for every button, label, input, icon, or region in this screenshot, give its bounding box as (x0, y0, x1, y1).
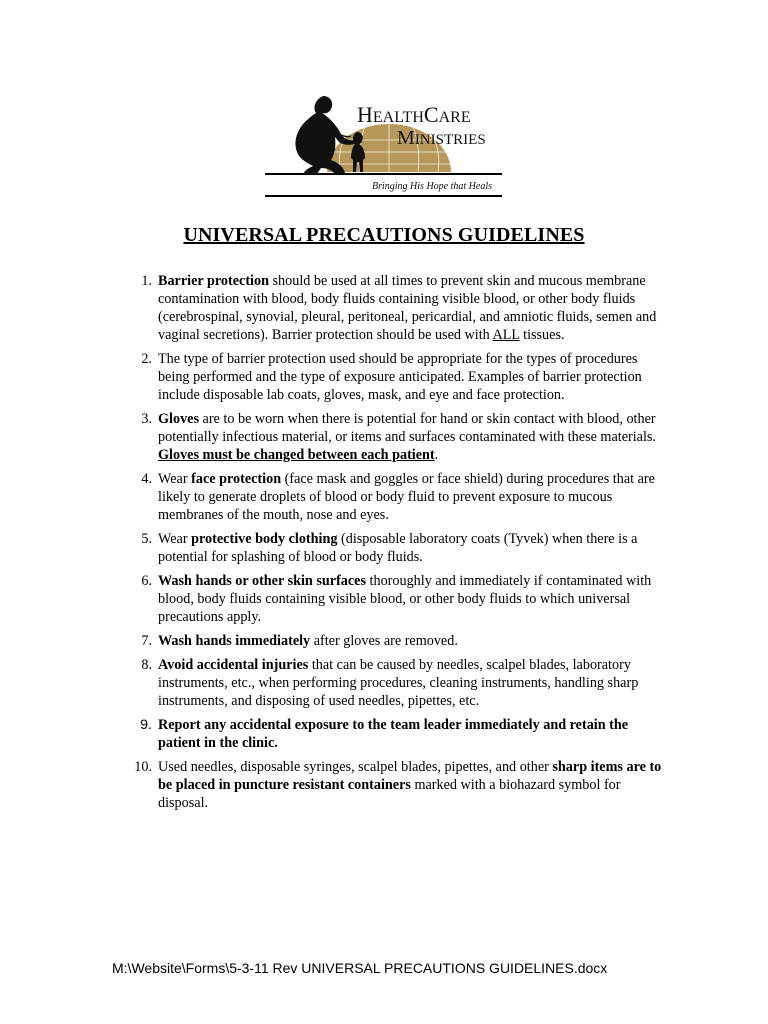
list-item-text (158, 573, 651, 625)
list-item-number: 1. (141, 273, 152, 289)
list-item (124, 656, 664, 710)
list-item-text (158, 759, 661, 811)
logo-line2: MINISTRIES (397, 127, 486, 149)
list-item-number: 10. (134, 759, 152, 775)
text-segment: . (434, 447, 439, 463)
list-item-text (158, 411, 656, 463)
document-title: UNIVERSAL PRECAUTIONS GUIDELINES (183, 224, 585, 246)
list-item (124, 758, 664, 812)
list-item-text (158, 351, 642, 403)
list-item-text (158, 273, 656, 343)
list-item-text (158, 531, 637, 565)
text-segment: Used needles, disposable syringes, scalpel blades, pipettes, and other (158, 759, 553, 775)
text-segment: ALL (492, 327, 520, 343)
text-segment: sharp items are to be placed in puncture resistant containers (158, 759, 662, 793)
list-item-text (158, 717, 628, 751)
text-segment: (face mask and goggles or face shield) during procedures that are likely to generate droplets of blood or body fluid to prevent exposure to mucous membranes of the mouth, nose and eyes. (158, 471, 655, 523)
list-item-number: 7. (141, 633, 152, 649)
list-item (124, 272, 664, 344)
list-item (124, 470, 664, 524)
text-segment: protective body clothing (191, 531, 338, 547)
text-segment: The type of barrier protection used should be appropriate for the types of procedures being performed and the type of exposure anticipated. Examples of barrier protection include disposable lab coats, gloves, mask, and eye and face protection. (158, 351, 642, 403)
text-segment: Report any accidental exposure to the team leader immediately and retain the patient in the clinic. (158, 717, 629, 751)
list-item-number: 3. (141, 411, 152, 427)
list-item (124, 530, 664, 566)
list-item-number: 5. (141, 531, 152, 547)
list-item-number: 2. (141, 351, 152, 367)
list-item (124, 350, 664, 404)
list-item-text (158, 633, 458, 649)
list-item-number: 9. (140, 717, 152, 733)
list-item-text (158, 657, 638, 709)
text-segment: Gloves (158, 411, 199, 427)
text-segment: thoroughly and immediately if contaminated with blood, body fluids containing visible blood, or other body fluids to which universal precautions apply. (158, 573, 652, 625)
text-segment: face protection (191, 471, 282, 487)
text-segment: Barrier protection (158, 273, 269, 289)
text-segment: Wear (158, 471, 192, 487)
text-segment: Wash hands immediately (158, 633, 311, 649)
text-segment: (disposable laboratory coats (Tyvek) when there is a potential for splashing of blood or body fluids. (158, 531, 638, 565)
list-item-number: 4. (141, 471, 152, 487)
text-segment: Wash hands or other skin surfaces (158, 573, 366, 589)
list-item (124, 716, 664, 752)
doctor-child-globe-logo-icon (265, 94, 502, 197)
list-item-number: 6. (141, 573, 152, 589)
text-segment: marked with a biohazard symbol for disposal. (158, 777, 621, 811)
text-segment: tissues. (519, 327, 565, 343)
list-item-number: 8. (141, 657, 152, 673)
text-segment: that can be caused by needles, scalpel blades, laboratory instruments, etc., when performing procedures, cleaning instruments, handling sharp instruments, and disposing of used needles, pipettes, etc. (158, 657, 639, 709)
text-segment: Avoid accidental injuries (158, 657, 309, 673)
text-segment: Wear (158, 531, 192, 547)
file-path-footer: M:\Website\Forms\5-3-11 Rev UNIVERSAL PRECAUTIONS GUIDELINES.docx (112, 960, 608, 976)
text-segment: Gloves must be changed between each patient (158, 447, 435, 463)
healthcare-ministries-logo (265, 94, 502, 197)
logo-line1: HEALTHCARE (357, 102, 471, 127)
text-segment: are to be worn when there is potential for hand or skin contact with blood, other potentially infectious material, or items and surfaces contaminated with these materials. (158, 411, 656, 445)
logo-tagline: Bringing His Hope that Heals (372, 181, 492, 192)
text-segment: should be used at all times to prevent skin and mucous membrane contamination with blood, body fluids containing visible blood, or other body fluids (cerebrospinal, synovial, pleural, peritoneal, pericardial, and amniotic fluids, semen and vaginal secretions). Barrier protection should be used with (158, 273, 657, 343)
list-item (124, 572, 664, 626)
text-segment: after gloves are removed. (310, 633, 458, 649)
list-item-text (158, 471, 655, 523)
guidelines-list (124, 272, 664, 818)
list-item (124, 410, 664, 464)
list-item (124, 632, 664, 650)
